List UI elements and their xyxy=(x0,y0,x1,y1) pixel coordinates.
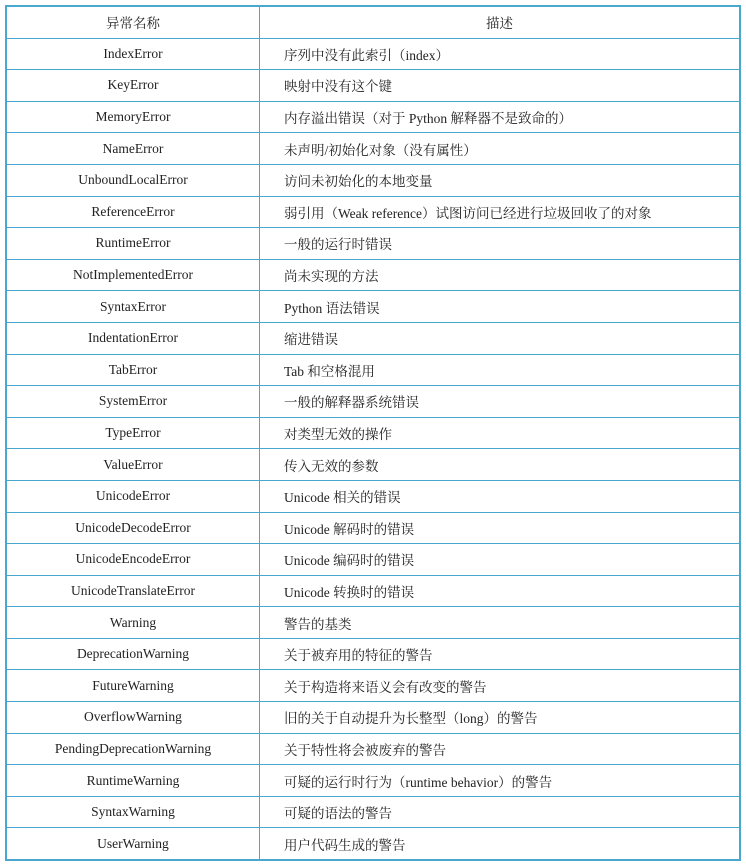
exception-name: SystemError xyxy=(6,386,260,418)
exception-name: SyntaxWarning xyxy=(6,796,260,828)
exception-description: 对类型无效的操作 xyxy=(260,417,741,449)
table-row xyxy=(6,70,740,102)
exception-description: 访问未初始化的本地变量 xyxy=(260,164,741,196)
exception-description: 可疑的运行时行为（runtime behavior）的警告 xyxy=(260,765,741,797)
table-row xyxy=(6,512,740,544)
exception-name: ReferenceError xyxy=(6,196,260,228)
exception-description: 关于特性将会被废弃的警告 xyxy=(260,733,741,765)
table-row xyxy=(6,164,740,196)
table-row xyxy=(6,196,740,228)
table-row xyxy=(6,291,740,323)
exception-description: 关于被弃用的特征的警告 xyxy=(260,638,741,670)
exception-name: IndentationError xyxy=(6,322,260,354)
exception-description: 映射中没有这个键 xyxy=(260,70,741,102)
table-row xyxy=(6,417,740,449)
table-row xyxy=(6,133,740,165)
exception-description: Python 语法错误 xyxy=(260,291,741,323)
exception-name: IndexError xyxy=(6,38,260,70)
exception-name: UnicodeTranslateError xyxy=(6,575,260,607)
exception-description: 可疑的语法的警告 xyxy=(260,796,741,828)
exception-name: NotImplementedError xyxy=(6,259,260,291)
exception-description: Unicode 编码时的错误 xyxy=(260,544,741,576)
exception-name: UnicodeDecodeError xyxy=(6,512,260,544)
exception-name: UnicodeError xyxy=(6,480,260,512)
exception-name: MemoryError xyxy=(6,101,260,133)
table-row xyxy=(6,733,740,765)
exception-name: ValueError xyxy=(6,449,260,481)
table-row xyxy=(6,765,740,797)
exception-name: UnboundLocalError xyxy=(6,164,260,196)
table-row xyxy=(6,638,740,670)
exception-name: SyntaxError xyxy=(6,291,260,323)
table-header-row xyxy=(6,6,740,38)
exception-name: UnicodeEncodeError xyxy=(6,544,260,576)
exception-name: UserWarning xyxy=(6,828,260,860)
table-row xyxy=(6,38,740,70)
exception-name: OverflowWarning xyxy=(6,702,260,734)
exception-description: Unicode 转换时的错误 xyxy=(260,575,741,607)
exception-name: PendingDeprecationWarning xyxy=(6,733,260,765)
exception-description: 尚未实现的方法 xyxy=(260,259,741,291)
exception-name: TypeError xyxy=(6,417,260,449)
table-row xyxy=(6,259,740,291)
exception-name: DeprecationWarning xyxy=(6,638,260,670)
exception-description: 一般的解释器系统错误 xyxy=(260,386,741,418)
exception-name: Warning xyxy=(6,607,260,639)
exception-description: 旧的关于自动提升为长整型（long）的警告 xyxy=(260,702,741,734)
column-header-description: 描述 xyxy=(260,6,741,38)
exception-table xyxy=(5,5,741,861)
exception-description: 序列中没有此索引（index） xyxy=(260,38,741,70)
exception-name: FutureWarning xyxy=(6,670,260,702)
exception-description: 一般的运行时错误 xyxy=(260,228,741,260)
exception-name: TabError xyxy=(6,354,260,386)
table-row xyxy=(6,228,740,260)
table-row xyxy=(6,354,740,386)
exception-description: Tab 和空格混用 xyxy=(260,354,741,386)
exception-description: 警告的基类 xyxy=(260,607,741,639)
exception-description: 缩进错误 xyxy=(260,322,741,354)
table-row xyxy=(6,449,740,481)
table-row xyxy=(6,702,740,734)
table-row xyxy=(6,796,740,828)
exception-description: Unicode 解码时的错误 xyxy=(260,512,741,544)
exception-description: 用户代码生成的警告 xyxy=(260,828,741,860)
table-row xyxy=(6,386,740,418)
exception-description: 内存溢出错误（对于 Python 解释器不是致命的） xyxy=(260,101,741,133)
exception-name: KeyError xyxy=(6,70,260,102)
table-row xyxy=(6,544,740,576)
table-row xyxy=(6,101,740,133)
exception-description: 弱引用（Weak reference）试图访问已经进行垃圾回收了的对象 xyxy=(260,196,741,228)
exception-description: 传入无效的参数 xyxy=(260,449,741,481)
table-row xyxy=(6,607,740,639)
table-row xyxy=(6,575,740,607)
table-row xyxy=(6,670,740,702)
exception-description: 未声明/初始化对象（没有属性） xyxy=(260,133,741,165)
exception-description: 关于构造将来语义会有改变的警告 xyxy=(260,670,741,702)
exception-name: RuntimeError xyxy=(6,228,260,260)
column-header-name: 异常名称 xyxy=(6,6,260,38)
table-row xyxy=(6,322,740,354)
exception-description: Unicode 相关的错误 xyxy=(260,480,741,512)
exception-name: NameError xyxy=(6,133,260,165)
exception-name: RuntimeWarning xyxy=(6,765,260,797)
table-row xyxy=(6,480,740,512)
table-row xyxy=(6,828,740,860)
